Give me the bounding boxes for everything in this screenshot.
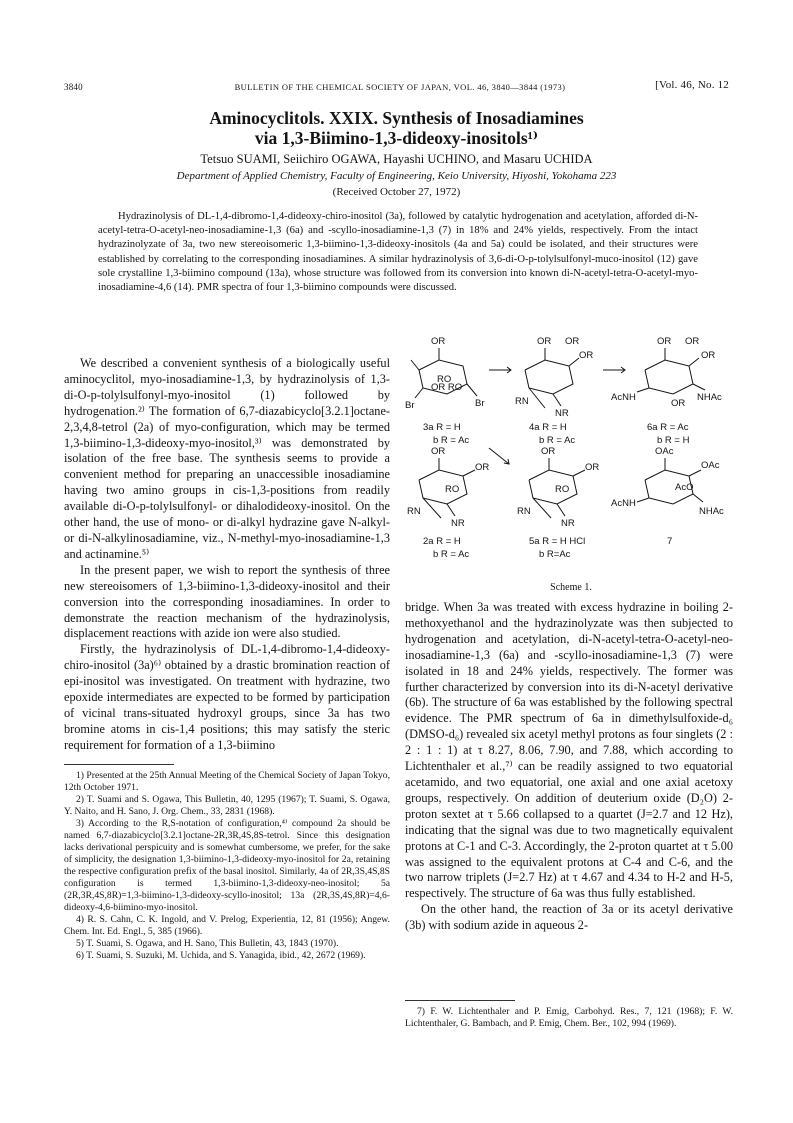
- atom-label: OR: [701, 350, 716, 361]
- atom-label: NR: [451, 518, 465, 529]
- compound-label-3a: 3a R = H: [423, 422, 461, 433]
- ring-2: [419, 470, 467, 504]
- reaction-scheme: [405, 330, 737, 580]
- affiliation: Department of Applied Chemistry, Faculty of Engineering, Keio University, Hiyoshi, Yokohama 223: [176, 170, 617, 182]
- atom-label: OR: [657, 336, 672, 347]
- atom-label: OR: [579, 350, 594, 361]
- atom-label: AcO: [675, 482, 694, 493]
- left-paragraph-3: Firstly, the hydrazinolysis of DL-1,4-dibromo-1,4-dideoxy-chiro-inositol (3a)⁶⁾ obtained by a drastic bromination reaction of epi-inositol was investigated. On treatment with hydrazine, two epoxide intermediates are expected to be formed by participation of vicinal trans-situated hydroxyl groups, since 3a has two bromine atoms in cis-1,4 positions; this may satisfy the steric requirement for formation of a 1,3-biimino: [64, 642, 390, 752]
- atom-label: OR: [541, 446, 556, 457]
- received-date: (Received October 27, 1972): [332, 186, 461, 198]
- compound-label-2a: 2a R = H: [423, 536, 461, 547]
- compound-label-2b: b R = Ac: [433, 549, 470, 560]
- atom-label: RO: [445, 484, 460, 495]
- paper-title-line2: via 1,3-Biimino-1,3-dideoxy-inositols¹⁾: [254, 128, 539, 148]
- ring-5: [529, 470, 577, 504]
- atom-label: NR: [561, 518, 575, 529]
- authors: Tetsuo SUAMI, Seiichiro OGAWA, Hayashi UCHINO, and Masaru UCHIDA: [200, 152, 593, 166]
- volume-info: [Vol. 46, No. 12: [655, 79, 729, 91]
- atom-label: OR: [585, 462, 600, 473]
- scheme-svg: [405, 330, 737, 580]
- right-column-body: [405, 600, 733, 934]
- atom-label: OAc: [655, 446, 674, 457]
- atom-label: Br: [405, 400, 415, 411]
- atom-label: OR: [431, 336, 446, 347]
- page-number: 3840: [64, 82, 83, 92]
- footnote-1: 1) Presented at the 25th Annual Meeting of the Chemical Society of Japan Tokyo, 12th October 1971.: [64, 770, 390, 793]
- atom-label: Br: [475, 398, 485, 409]
- compound-label-6a: 6a R = Ac: [647, 422, 689, 433]
- ring-6: [645, 360, 693, 394]
- footnote-6: 6) T. Suami, S. Suzuki, M. Uchida, and S. Yanagida, ibid., 42, 2672 (1969).: [76, 950, 366, 961]
- atom-label: RO: [437, 374, 452, 385]
- atom-label: RO: [555, 484, 570, 495]
- footnote-divider-left: [64, 764, 174, 765]
- compound-label-5a: 5a R = H HCl: [529, 536, 586, 547]
- footnote-7: 7) F. W. Lichtenthaler and P. Emig, Carbohyd. Res., 7, 121 (1968); F. W. Lichtenthaler, G. Bambach, and P. Emig, Chem. Ber., 102, 994 (1969).: [405, 1006, 733, 1029]
- compound-label-3b: b R = Ac: [433, 435, 470, 446]
- footnote-3: 3) According to the R,S-notation of configuration,⁴⁾ compound 2a should be named 6,7-diazabicyclo[3.2.1]octane-2R,3R,4S,8S-tetrol. Since this designation lacks derivational perspicuity and is somewhat cumbersome, we prefer, for the sake of simplicity, the designation 1,3-biimino-1,3-dideoxy-myo-inositol for 2a, retaining the respective configuration prefix of the basal inositol. Similarly, 4a of 2R,3S,4S,8S configuration is termed 1,3-biimino-1,3-dideoxy-neo-inositol; 5a (2R,3R,4S,8R)=1,3-biimino-1,3-dideoxy-scyllo-inositol; 13a (2R,3S,4S,8R)=4,6-dideoxy-4,6-biimino-myo-inositol.: [64, 818, 390, 913]
- compound-label-7: 7: [667, 536, 673, 547]
- atom-label: OR RO: [431, 382, 463, 393]
- arrow-3-to-5: [489, 448, 509, 464]
- left-column-body: [64, 356, 390, 754]
- abstract: Hydrazinolysis of DL-1,4-dibromo-1,4-dideoxy-chiro-inositol (3a), followed by catalytic hydrogenation and acetylation, afforded di-N-acetyl-tetra-O-acetyl-neo-inosadiamine-1,3 (6a) and -scyllo-inosadiamine-1,3 (7) in 18% and 24% yields, respectively. From the intact hydrazinolyzate of 3a, two new stereoisomeric 1,3-biimino-1,3-dideoxy-inositols (4a and 5a) could be isolated, and their structures were established by correlating to the corresponding inosadiamines. A similar hydrazinolysis of 3,6-di-O-p-tolylsulfonyl-muco-inositol (12) gave sole crystalline 1,3-biimino compound (13a), whose structure was followed from its conversion into known di-N-acetyl-tetra-O-acetyl-myo-inosadiamine-4,6 (14). PMR spectra of four 1,3-biimino compounds were discussed.: [98, 211, 698, 294]
- atom-label: OAc: [701, 460, 720, 471]
- atom-label: RN: [407, 506, 421, 517]
- right-footnotes: [405, 1006, 733, 1030]
- atom-label: NHAc: [697, 392, 722, 403]
- left-footnotes: [64, 770, 390, 962]
- footnote-divider-right: [405, 1000, 515, 1001]
- atom-label: OR: [565, 336, 580, 347]
- paper-title-line1: Aminocyclitols. XXIX. Synthesis of Inosadiamines: [209, 108, 584, 128]
- journal-running-header: BULLETIN OF THE CHEMICAL SOCIETY OF JAPAN, VOL. 46, 3840—3844 (1973): [234, 82, 566, 92]
- compound-label-4b: b R = Ac: [539, 435, 576, 446]
- atom-label: RN: [515, 396, 529, 407]
- right-paragraph-1: bridge. When 3a was treated with excess hydrazine in boiling 2-methoxyethanol and the hydrazinolyzate was then subjected to hydrogenation and acetylation, di-N-acetyl-tetra-O-acetyl-neo-inosadiamine-1,3 (6a) and -scyllo-inosadiamine-1,3 (7) were isolated in 18 and 24% yields, respectively. The former was further characterized by conversion into its di-N-acetyl derivative (6b). The structure of 6a was established by the following spectral evidence. The PMR spectrum of 6a in dimethylsulfoxide-d₆ (DMSO-d₆) revealed six acetyl methyl protons as four singlets (2 : 2 : 1 : 1) at τ 8.27, 8.06, 7.90, and 7.88, which according to Lichtenthaler et al.,⁷⁾ can be readily assigned to two equatorial acetamido, and two equatorial, one axial and one axial acetoxy groups, respectively. On addition of deuterium oxide (D₂O) 2-proton sextet at τ 5.66 collapsed to a quartet (J=2.7 and 12 Hz), indicating that the signal was due to two magnetically equivalent protons at C-1 and C-3. Accordingly, the 2-proton quartet at τ 5.00 was assigned to the equivalent protons at C-4 and C-6, and the two narrow triplets (J=2.7 Hz) at τ 4.67 and 4.34 to H-2 and H-5, respectively. The structure of 6a was thus fully established.: [405, 600, 733, 901]
- atom-label: OR: [671, 398, 686, 409]
- atom-label: OR: [685, 336, 700, 347]
- atom-label: OR: [475, 462, 490, 473]
- right-paragraph-2: On the other hand, the reaction of 3a or its acetyl derivative (3b) with sodium azide in aqueous 2-: [405, 902, 733, 933]
- atom-label: OR: [537, 336, 552, 347]
- atom-label: OR: [431, 446, 446, 457]
- compound-label-5b: b R=Ac: [539, 549, 571, 560]
- atom-label: NR: [555, 408, 569, 419]
- atom-label: AcNH: [611, 498, 636, 509]
- left-paragraph-2: In the present paper, we wish to report the synthesis of three new stereoisomers of 1,3-biimino-1,3-dideoxy-inositol and their conversion into the corresponding inosadiamines. In order to demonstrate the reaction mechanism of the hydrazinolysis, displacement reactions with azide ion were also studied.: [64, 562, 390, 641]
- atom-label: AcNH: [611, 392, 636, 403]
- left-paragraph-1: We described a convenient synthesis of a biologically useful aminocyclitol, myo-inosadiamine-1,3, by hydrazinolysis of 1,3-di-O-p-tolylsulfonyl-myo-inositol (1) followed by hydrogenation.²⁾ The formation of 6,7-diazabicyclo[3.2.1]octane-2,3,4,8-tetrol (2a) of myo-configuration, which may be termed 1,3-biimino-1,3-dideoxy-myo-inositol,³⁾ was demonstrated by isolation of the free base. The synthesis seems to provide a convenient method for preparing an unaccessible inosadiamine having two amino groups in cis-1,3-positions from readily available di-O-p-tolylsulfonyl- or dihalodideoxy-inositol. On the other hand, the use of mono- or di-alkyl hydrazine gave N-alkyl- or di-N-alkylinosadiamine, viz., N-methyl-myo-inosadiamine-1,3 and actinamine.⁵⁾: [64, 356, 390, 561]
- footnote-4: 4) R. S. Cahn, C. K. Ingold, and V. Prelog, Experientia, 12, 81 (1956); Angew. Chem. Int. Ed. Engl., 5, 385 (1966).: [64, 914, 390, 937]
- compound-label-6b: b R = H: [657, 435, 690, 446]
- atom-label: NHAc: [699, 506, 724, 517]
- scheme-caption: Scheme 1.: [550, 582, 592, 593]
- footnote-2: 2) T. Suami and S. Ogawa, This Bulletin, 40, 1295 (1967); T. Suami, S. Ogawa, Y. Naito, and H. Sano, J. Org. Chem., 33, 2831 (1968).: [64, 794, 390, 817]
- ring-4: [525, 360, 573, 394]
- footnote-5: 5) T. Suami, S. Ogawa, and H. Sano, This Bulletin, 43, 1843 (1970).: [76, 938, 339, 949]
- compound-label-4a: 4a R = H: [529, 422, 567, 433]
- atom-label: RN: [517, 506, 531, 517]
